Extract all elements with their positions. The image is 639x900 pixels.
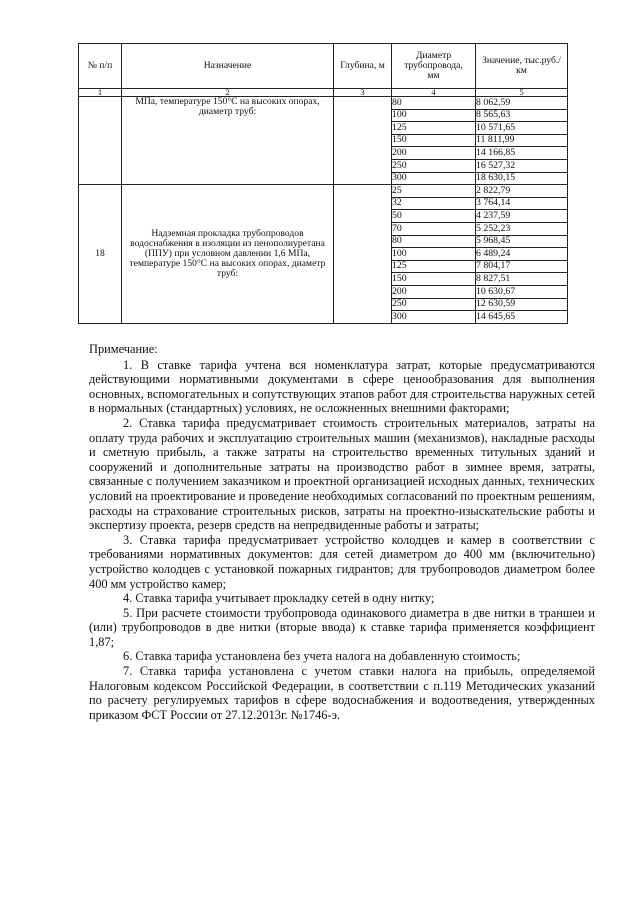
note-item: 1. В ставке тарифа учтена вся номенклатура затрат, которые предусматриваются действующими нормативными документами в сфере ценообразования для выполнения основных, вспомогательных и сопутствующих этапов работ для строительства наружных сетей в нормальных (стандартных) условиях, не осложненных внешними факторами;	[89, 357, 595, 416]
group1-description: МПа, температуре 150°С на высоких опорах, диаметр труб:	[122, 97, 334, 185]
value-cell: 12 630,59	[476, 298, 568, 311]
value-cell: 2 822,79	[476, 185, 568, 198]
notes-section	[89, 342, 595, 722]
diameter-cell: 80	[392, 97, 476, 110]
diameter-cell: 80	[392, 235, 476, 248]
value-cell: 14 645,65	[476, 311, 568, 324]
diameter-cell: 200	[392, 147, 476, 160]
group1-index-cell	[79, 97, 122, 185]
notes-title: Примечание:	[89, 342, 158, 356]
value-cell: 18 630,15	[476, 172, 568, 185]
group1-depth-cell	[334, 97, 392, 185]
value-cell: 10 630,67	[476, 285, 568, 298]
group2-index: 18	[79, 185, 122, 324]
column-number: 1	[79, 89, 122, 97]
header-purpose: Назначение	[122, 44, 334, 89]
value-cell: 6 489,24	[476, 248, 568, 261]
value-cell: 8 827,51	[476, 273, 568, 286]
diameter-cell: 125	[392, 260, 476, 273]
value-cell: 16 527,32	[476, 159, 568, 172]
diameter-cell: 250	[392, 159, 476, 172]
diameter-cell: 200	[392, 285, 476, 298]
header-index: № п/п	[79, 44, 122, 89]
diameter-cell: 150	[392, 273, 476, 286]
column-number: 2	[122, 89, 334, 97]
diameter-cell: 150	[392, 134, 476, 147]
column-number: 4	[392, 89, 476, 97]
column-number: 5	[476, 89, 568, 97]
diameter-cell: 300	[392, 311, 476, 324]
value-cell: 5 968,45	[476, 235, 568, 248]
header-depth: Глубина, м	[334, 44, 392, 89]
tariff-table	[78, 43, 568, 324]
header-row	[79, 44, 568, 89]
diameter-cell: 100	[392, 109, 476, 122]
note-item: 7. Ставка тарифа установлена с учетом ставки налога на прибыль, определяемой Налоговым кодексом Российской Федерации, в соответствии с п.119 Методических указаний по расчету регулируемых тарифов в сфере водоснабжения и водоотведения, утвержденных приказом ФСТ России от 27.12.2013г. №1746-э.	[89, 664, 595, 722]
value-cell: 8 062,59	[476, 97, 568, 110]
header-diameter: Диаметр трубопровода, мм	[392, 44, 476, 89]
table-row	[79, 185, 568, 198]
value-cell: 10 571,65	[476, 122, 568, 135]
value-cell: 3 764,14	[476, 197, 568, 210]
group2-depth-cell	[334, 185, 392, 324]
note-item: 5. При расчете стоимости трубопровода одинакового диаметра в две нитки в траншеи и (или) трубопроводов в две нитки (вторые ввода) к ставке тарифа применяется коэффициент 1,87;	[89, 605, 595, 649]
table-row	[79, 97, 568, 110]
diameter-cell: 25	[392, 185, 476, 198]
value-cell: 4 237,59	[476, 210, 568, 223]
value-cell: 5 252,23	[476, 222, 568, 235]
note-item: 6. Ставка тарифа установлена без учета налога на добавленную стоимость;	[123, 649, 521, 664]
value-cell: 8 565,63	[476, 109, 568, 122]
value-cell: 11 811,99	[476, 134, 568, 147]
diameter-cell: 300	[392, 172, 476, 185]
diameter-cell: 100	[392, 248, 476, 261]
note-item: 2. Ставка тарифа предусматривает стоимость строительных материалов, затраты на оплату труда рабочих и эксплуатацию строительных машин (механизмов), накладные расходы и сметную прибыль, а также затраты на строительство временных титульных зданий и сооружений и дополнительные затраты на производство работ в зимнее время, затраты, связанные с получением заказчиком и проектной организацией исходных данных, технических условий на проектирование и проведение необходимых согласований по проектным решениям, расходы на страхование строительных рисков, затраты на проектно-изыскательские работы и экспертизу проекта, резерв средств на непредвиденные работы и затраты;	[89, 415, 595, 533]
column-number: 3	[334, 89, 392, 97]
diameter-cell: 125	[392, 122, 476, 135]
note-item: 3. Ставка тарифа предусматривает устройство колодцев и камер в соответствии с требованиями нормативных документов: для сетей диаметром до 400 мм (включительно) устройство колодцев с установкой пожарных гидрантов; для трубопроводов диаметром более 400 мм устройство камер;	[89, 532, 595, 591]
diameter-cell: 32	[392, 197, 476, 210]
diameter-cell: 70	[392, 222, 476, 235]
diameter-cell: 250	[392, 298, 476, 311]
note-item: 4. Ставка тарифа учитывает прокладку сетей в одну нитку;	[123, 591, 435, 606]
value-cell: 14 166,85	[476, 147, 568, 160]
diameter-cell: 50	[392, 210, 476, 223]
value-cell: 7 804,17	[476, 260, 568, 273]
group2-description: Надземная прокладка трубопроводов водоснабжения в изоляции из пенополиуретана (ППУ) при условном давлении 1,6 МПа, температуре 150°С на высоких опорах, диаметр труб:	[122, 185, 334, 324]
header-value: Значение, тыс.руб./км	[476, 44, 568, 89]
